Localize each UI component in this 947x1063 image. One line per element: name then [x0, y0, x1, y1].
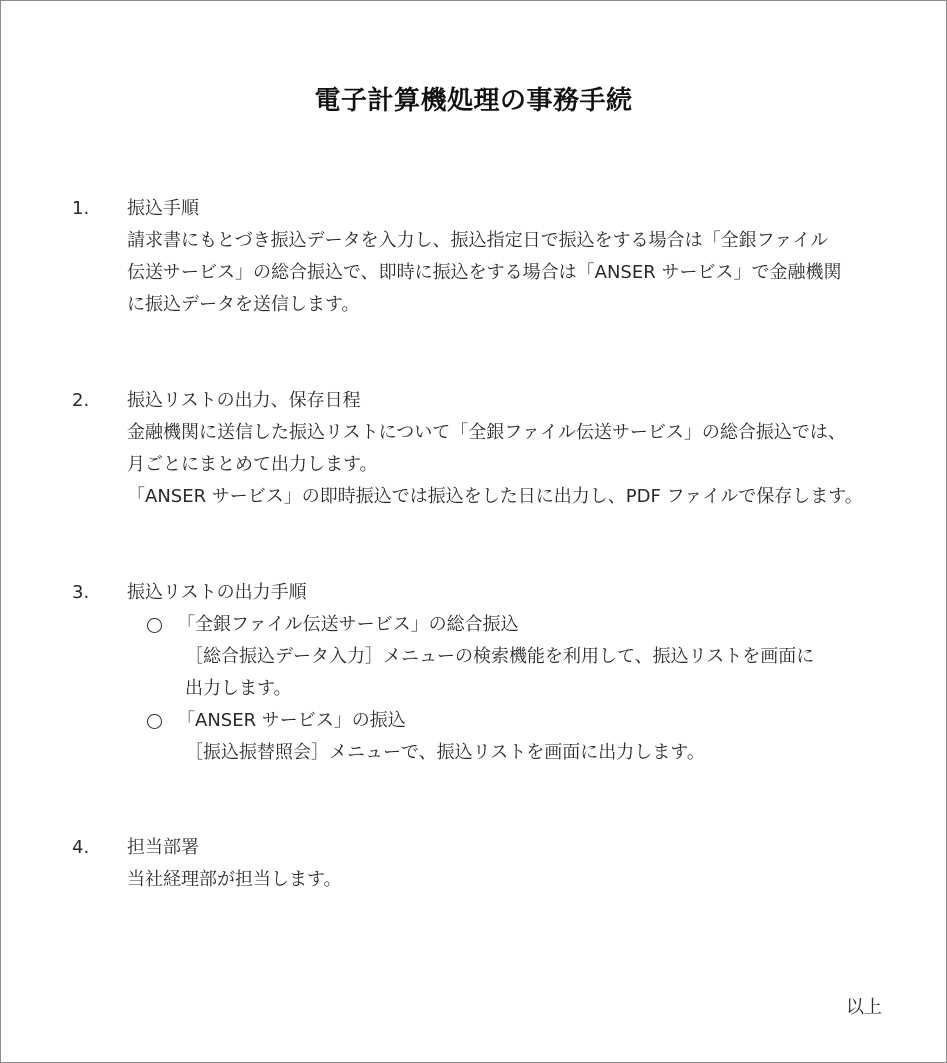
subsection-label: 「ANSER サービス」の振込 — [177, 710, 406, 731]
section-text-line: 当社経理部が担当します。 — [127, 869, 342, 890]
section-text-line: 請求書にもとづき振込データを入力し、振込指定日で振込をする場合は「全銀ファイル — [127, 230, 829, 251]
section-text-line: 金融機関に送信した振込リストについて「全銀ファイル伝送サービス」の総合振込では、 — [127, 422, 846, 443]
document-title: 電子計算機処理の事務手続 — [314, 86, 633, 116]
circle-bullet-icon — [147, 714, 162, 729]
subsection-text-line: ［総合振込データ入力］メニューの検索機能を利用して、振込リストを画面に — [185, 646, 815, 667]
section-number: 3. — [72, 582, 90, 603]
circle-bullet-icon — [147, 618, 162, 633]
section-number: 4. — [72, 837, 90, 858]
section-heading: 振込手順 — [127, 198, 199, 219]
subsection-label: 「全銀ファイル伝送サービス」の総合振込 — [177, 614, 519, 635]
subsection-text-line: ［振込振替照会］メニューで、振込リストを画面に出力します。 — [185, 742, 705, 763]
section-text-line: 伝送サービス」の総合振込で、即時に振込をする場合は「ANSER サービス」で金融機関 — [127, 262, 842, 283]
section-number: 1. — [72, 198, 90, 219]
subsection-text-line: 出力します。 — [185, 678, 292, 699]
section-text-line: 「ANSER サービス」の即時振込では振込をした日に出力し、PDF ファイルで保存します。 — [127, 486, 863, 507]
section-heading: 振込リストの出力手順 — [127, 582, 307, 603]
closing-text: 以上 — [846, 997, 882, 1018]
section-heading: 担当部署 — [127, 837, 199, 858]
section-number: 2. — [72, 390, 90, 411]
section-text-line: に振込データを送信します。 — [127, 294, 360, 315]
section-heading: 振込リストの出力、保存日程 — [127, 390, 361, 411]
section-text-line: 月ごとにまとめて出力します。 — [127, 454, 378, 475]
